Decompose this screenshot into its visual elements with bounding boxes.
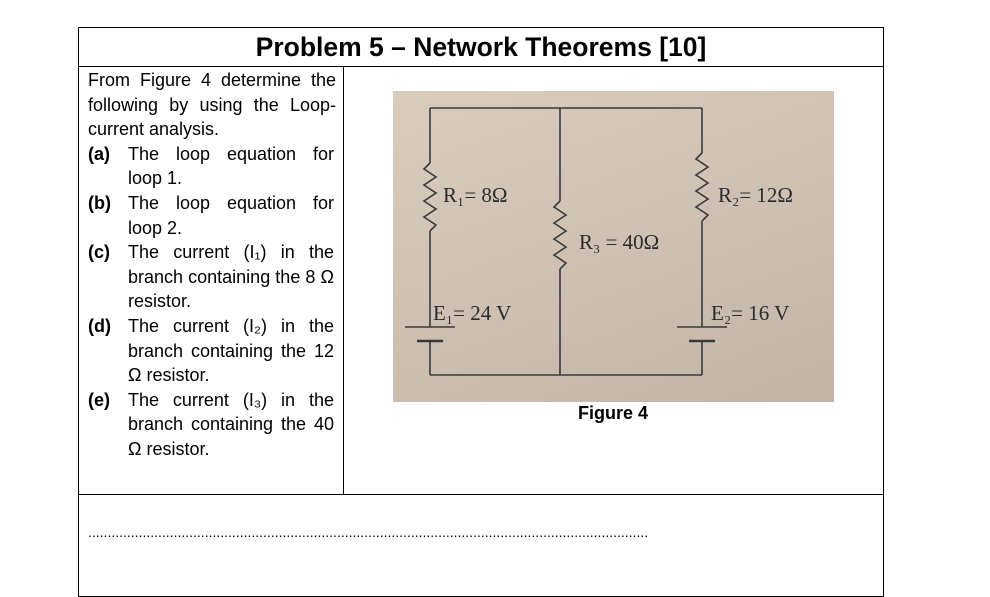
label-r3: R₃ = 40Ω (579, 230, 660, 254)
answer-divider (78, 494, 884, 495)
item-text: The current (I₁) in the branch containing the 8 Ω resistor. (128, 242, 334, 312)
item-label: (c) (88, 242, 110, 263)
label-e1: E₁= 24 V (433, 301, 512, 325)
question-intro: From Figure 4 determine the following by using the Loop-current analysis. (88, 70, 336, 140)
label-r1: R₁= 8Ω (443, 183, 508, 207)
item-text: The current (I₃) in the branch containing the 40 Ω resistor. (128, 389, 334, 459)
question-item-a (88, 142, 336, 191)
question-item-e (88, 388, 336, 462)
problem-title: Problem 5 – Network Theorems [10] (255, 32, 707, 62)
answer-line: ................................................................................................................................................ (88, 524, 649, 540)
circuit-diagram (393, 91, 834, 402)
item-label: (d) (88, 315, 111, 336)
column-divider (343, 66, 344, 494)
resistor-r2-symbol (696, 153, 708, 221)
item-label: (e) (88, 389, 110, 410)
item-label: (a) (88, 143, 110, 164)
circuit-photo (393, 91, 834, 402)
resistor-r3-symbol (554, 201, 566, 269)
item-text: The loop equation for loop 2. (128, 192, 334, 238)
item-label: (b) (88, 192, 111, 213)
figure-caption: Figure 4 (577, 403, 648, 423)
question-item-d (88, 314, 336, 388)
question-item-b (88, 191, 336, 240)
title-divider (78, 66, 884, 67)
question-item-c (88, 240, 336, 314)
label-r2: R₂= 12Ω (718, 183, 794, 207)
resistor-r1-symbol (424, 163, 436, 231)
question-text (88, 68, 336, 462)
item-text: The current (I₂) in the branch containing the 12 Ω resistor. (128, 315, 334, 386)
label-e2: E₂= 16 V (711, 301, 790, 325)
item-text: The loop equation for loop 1. (128, 143, 334, 189)
